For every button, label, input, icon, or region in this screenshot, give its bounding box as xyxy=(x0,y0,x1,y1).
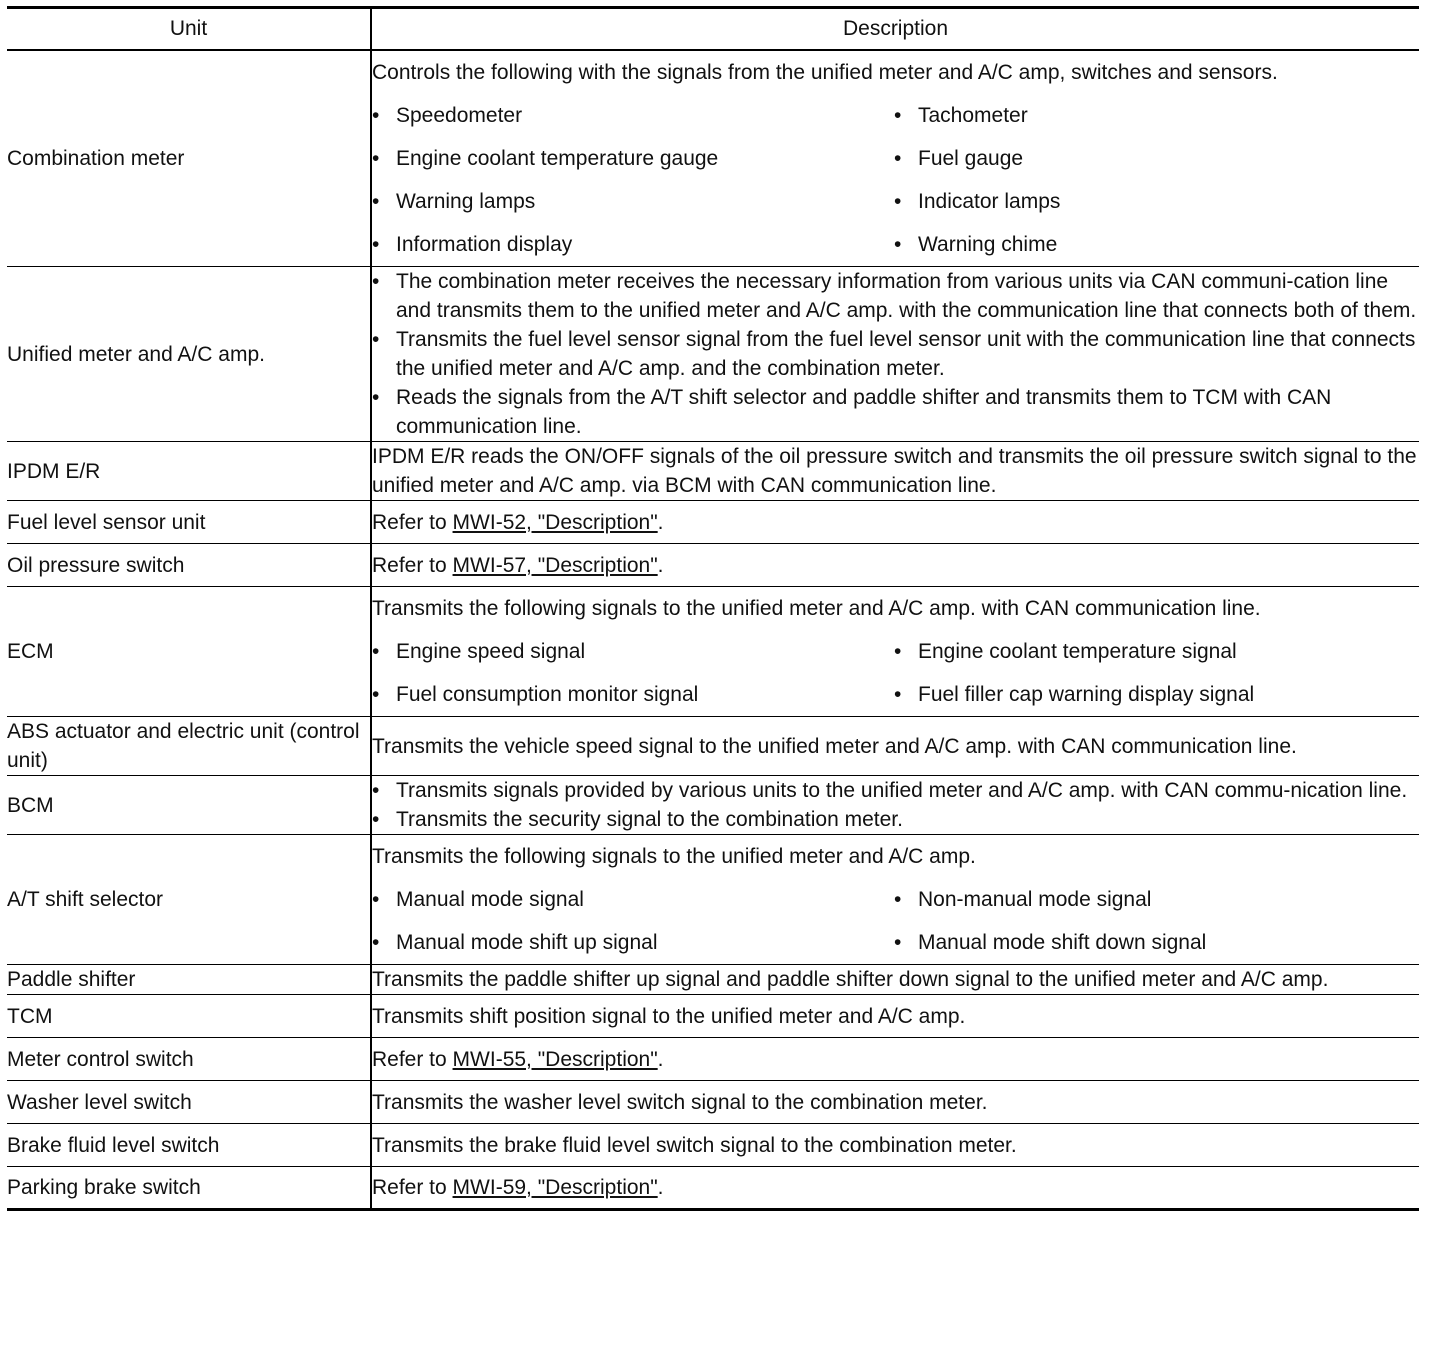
list-item: • Fuel filler cap warning display signal xyxy=(894,673,1419,716)
list-item: • Fuel consumption monitor signal xyxy=(372,673,894,716)
table-row xyxy=(7,1038,1419,1081)
list-item: • Fuel gauge xyxy=(894,137,1419,180)
bullet-glyph: • xyxy=(894,190,902,213)
description-cell: Refer to MWI-52, "Description". xyxy=(371,501,1419,544)
description-column-header: Description xyxy=(371,8,1419,51)
reference-link[interactable]: MWI-59, "Description" xyxy=(452,1176,658,1199)
item-grid xyxy=(372,878,1419,964)
bullet-glyph: • xyxy=(372,190,380,213)
table-row xyxy=(7,50,1419,267)
unit-cell: Parking brake switch xyxy=(7,1167,371,1210)
bullet-glyph: • xyxy=(372,931,380,954)
unit-description-table xyxy=(7,6,1419,1211)
table-row xyxy=(7,587,1419,717)
unit-cell: ECM xyxy=(7,587,371,717)
list-item: • Manual mode shift down signal xyxy=(894,921,1419,964)
list-item: • Engine coolant temperature signal xyxy=(894,630,1419,673)
table-row xyxy=(7,835,1419,965)
description-cell: Refer to MWI-55, "Description". xyxy=(371,1038,1419,1081)
description-cell xyxy=(371,587,1419,717)
bullet-glyph: • xyxy=(894,888,902,911)
unit-cell: BCM xyxy=(7,776,371,835)
table-header-row xyxy=(7,8,1419,51)
unit-cell: A/T shift selector xyxy=(7,835,371,965)
bullet-glyph: • xyxy=(894,683,902,706)
list-item: • Engine coolant temperature gauge xyxy=(372,137,894,180)
table-row xyxy=(7,544,1419,587)
list-item: • Transmits the security signal to the combination meter. xyxy=(372,805,1419,834)
table-row xyxy=(7,501,1419,544)
bullet-glyph: • xyxy=(372,888,380,911)
table-row xyxy=(7,717,1419,776)
list-item: • Non-manual mode signal xyxy=(894,878,1419,921)
table-row xyxy=(7,1081,1419,1124)
bullet-glyph: • xyxy=(894,931,902,954)
unit-cell: Oil pressure switch xyxy=(7,544,371,587)
unit-cell: Brake fluid level switch xyxy=(7,1124,371,1167)
bullet-glyph: • xyxy=(372,808,380,831)
bullet-list xyxy=(372,776,1419,834)
description-cell xyxy=(371,267,1419,442)
list-item: • Warning chime xyxy=(894,223,1419,266)
list-item: • Manual mode shift up signal xyxy=(372,921,894,964)
description-cell: IPDM E/R reads the ON/OFF signals of the oil pressure switch and transmits the oil pressure switch signal to the unified meter and A/C amp. via BCM with CAN communication line. xyxy=(371,442,1419,501)
reference-link[interactable]: MWI-52, "Description" xyxy=(452,510,658,534)
description-cell: Transmits the brake fluid level switch signal to the combination meter. xyxy=(371,1124,1419,1167)
item-grid xyxy=(372,94,1419,266)
description-cell: Transmits the vehicle speed signal to the unified meter and A/C amp. with CAN communication line. xyxy=(371,717,1419,776)
list-item: • Speedometer xyxy=(372,94,894,137)
list-item: • Tachometer xyxy=(894,94,1419,137)
description-intro: Transmits the following signals to the unified meter and A/C amp. xyxy=(372,844,976,868)
list-item: • Reads the signals from the A/T shift selector and paddle shifter and transmits them to TCM with CAN communication line. xyxy=(372,383,1419,441)
description-cell: Refer to MWI-59, "Description". xyxy=(371,1167,1419,1210)
table-row xyxy=(7,1167,1419,1210)
description-cell: Refer to MWI-57, "Description". xyxy=(371,544,1419,587)
description-cell: Transmits shift position signal to the unified meter and A/C amp. xyxy=(371,995,1419,1038)
unit-cell: Paddle shifter xyxy=(7,965,371,995)
bullet-glyph: • xyxy=(372,233,380,256)
table-row xyxy=(7,995,1419,1038)
list-item: • Information display xyxy=(372,223,894,266)
bullet-glyph: • xyxy=(372,270,380,293)
bullet-glyph: • xyxy=(894,233,902,256)
description-cell: Transmits the paddle shifter up signal and paddle shifter down signal to the unified meter and A/C amp. xyxy=(371,965,1419,995)
bullet-list xyxy=(372,267,1419,441)
table-row xyxy=(7,965,1419,995)
table-row xyxy=(7,442,1419,501)
bullet-glyph: • xyxy=(372,147,380,170)
description-cell xyxy=(371,776,1419,835)
bullet-glyph: • xyxy=(372,386,380,409)
unit-cell: IPDM E/R xyxy=(7,442,371,501)
bullet-glyph: • xyxy=(372,683,380,706)
list-item: • Warning lamps xyxy=(372,180,894,223)
list-item: • Transmits the fuel level sensor signal from the fuel level sensor unit with the communication line that connects the unified meter and A/C amp. and the combination meter. xyxy=(372,325,1419,383)
description-cell: Transmits the washer level switch signal to the combination meter. xyxy=(371,1081,1419,1124)
unit-cell: Unified meter and A/C amp. xyxy=(7,267,371,442)
unit-cell: Washer level switch xyxy=(7,1081,371,1124)
unit-column-header: Unit xyxy=(7,8,371,51)
description-intro: Controls the following with the signals from the unified meter and A/C amp, switches and sensors. xyxy=(372,60,1278,84)
description-cell xyxy=(371,835,1419,965)
reference-link[interactable]: MWI-55, "Description" xyxy=(452,1047,658,1071)
list-item: • Manual mode signal xyxy=(372,878,894,921)
bullet-glyph: • xyxy=(372,779,380,802)
bullet-glyph: • xyxy=(372,640,380,663)
unit-cell: Meter control switch xyxy=(7,1038,371,1081)
list-item: • The combination meter receives the necessary information from various units via CAN communi-cation line and transmits them to the unified meter and A/C amp. with the communication line that connects both of them. xyxy=(372,267,1419,325)
reference-link[interactable]: MWI-57, "Description" xyxy=(452,553,658,577)
unit-cell: Fuel level sensor unit xyxy=(7,501,371,544)
bullet-glyph: • xyxy=(894,147,902,170)
bullet-glyph: • xyxy=(372,328,380,351)
list-item: • Indicator lamps xyxy=(894,180,1419,223)
bullet-glyph: • xyxy=(372,104,380,127)
unit-cell: TCM xyxy=(7,995,371,1038)
table-row xyxy=(7,267,1419,442)
list-item: • Engine speed signal xyxy=(372,630,894,673)
description-cell xyxy=(371,50,1419,267)
unit-cell: ABS actuator and electric unit (control unit) xyxy=(7,717,371,776)
bullet-glyph: • xyxy=(894,640,902,663)
list-item: • Transmits signals provided by various units to the unified meter and A/C amp. with CAN commu-nication line. xyxy=(372,776,1419,805)
item-grid xyxy=(372,630,1419,716)
table-row xyxy=(7,1124,1419,1167)
bullet-glyph: • xyxy=(894,104,902,127)
table-row xyxy=(7,776,1419,835)
description-intro: Transmits the following signals to the unified meter and A/C amp. with CAN communication line. xyxy=(372,596,1261,620)
unit-cell: Combination meter xyxy=(7,50,371,267)
